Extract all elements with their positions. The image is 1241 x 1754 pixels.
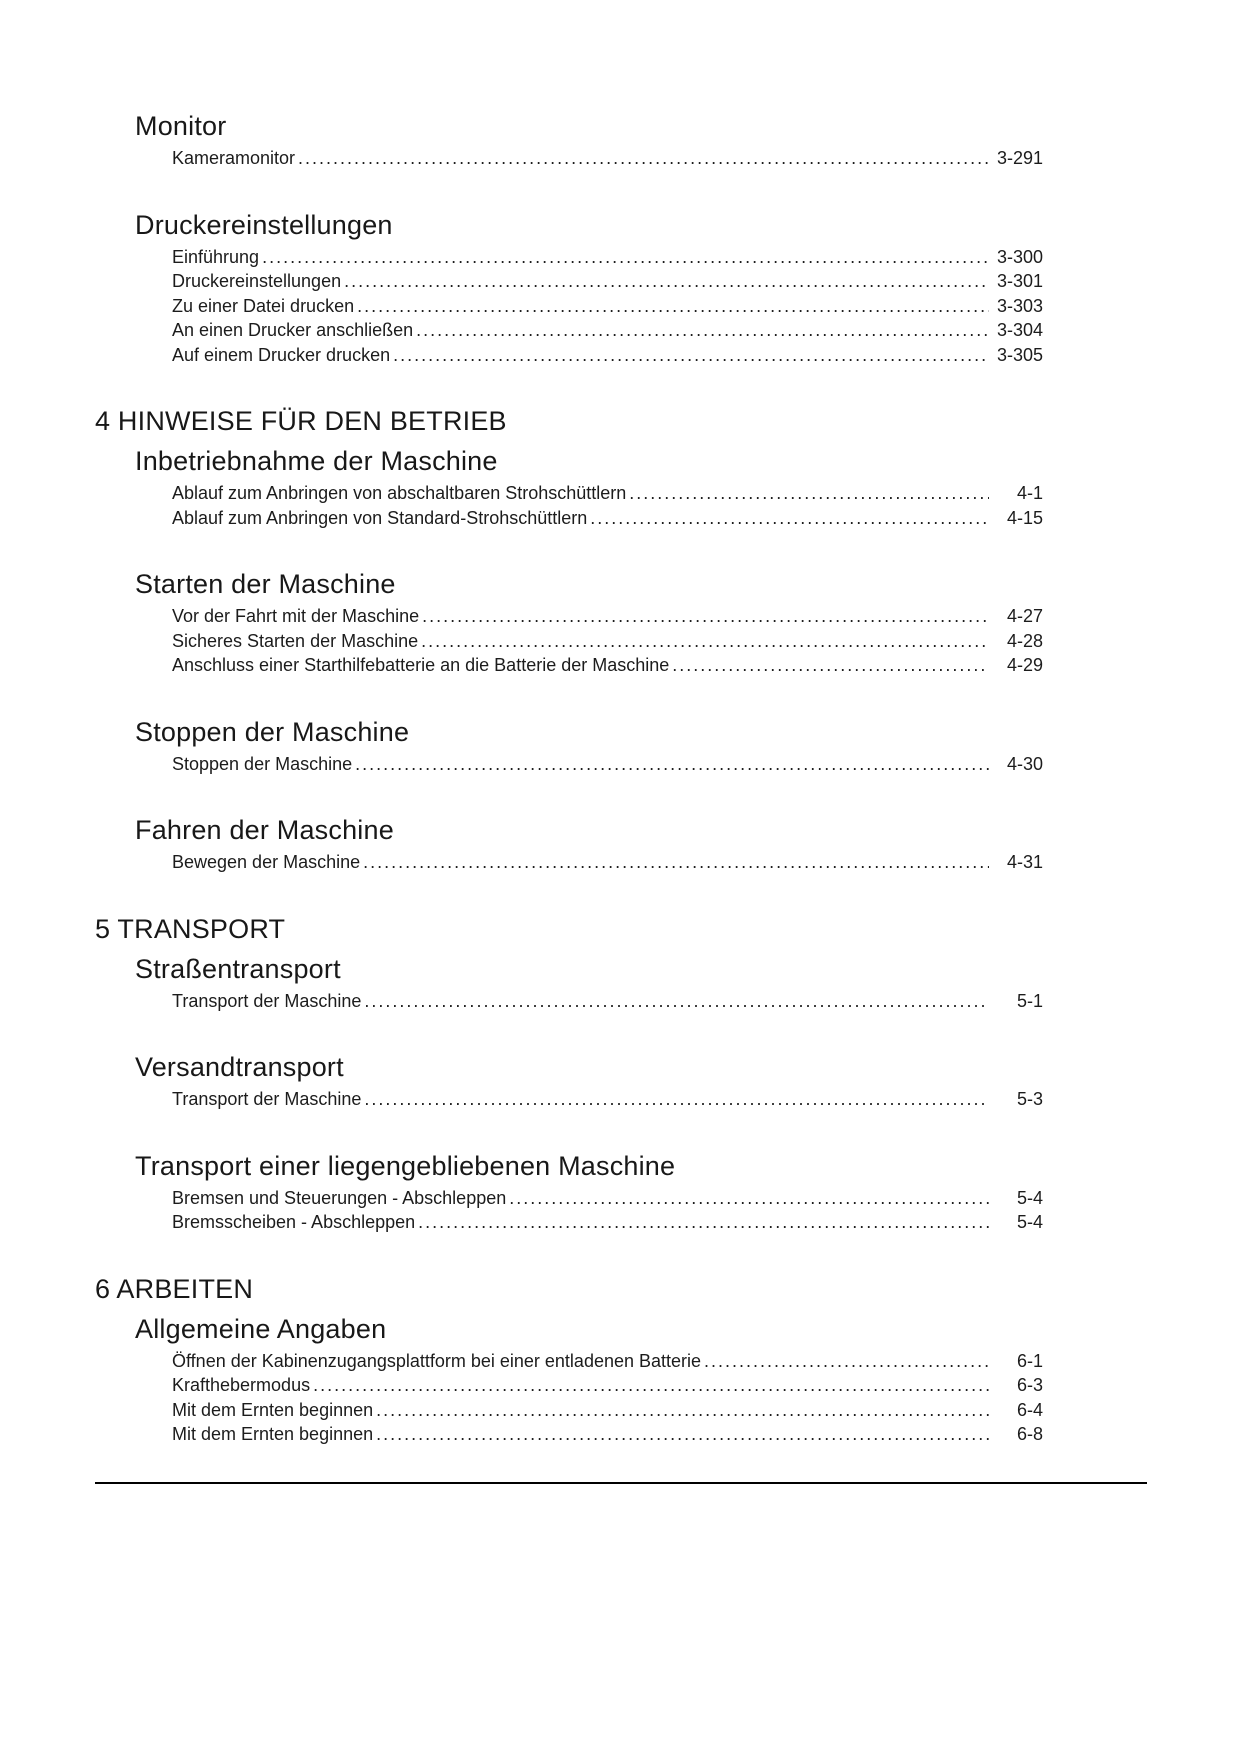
dot-leader: [704, 1349, 989, 1374]
toc-entry-row[interactable]: [172, 752, 1043, 777]
toc-entry-row[interactable]: [172, 1186, 1043, 1211]
entry-title: Krafthebermodus: [172, 1375, 311, 1395]
section-heading: Versandtransport: [135, 1052, 344, 1082]
toc-entry-row[interactable]: [172, 343, 1043, 368]
entry-title: Auf einem Drucker drucken: [172, 344, 391, 365]
entry-list: [172, 850, 1043, 875]
entry-list: [172, 245, 1043, 368]
entry-page-number: 6-1: [1016, 1350, 1043, 1371]
dot-leader: [418, 1210, 989, 1235]
dot-leader: [344, 269, 989, 294]
entry-page-number: 3-305: [996, 344, 1043, 365]
toc-entry-row[interactable]: [172, 506, 1043, 531]
entry-list: [172, 752, 1043, 777]
dot-leader: [364, 1087, 989, 1112]
entry-page-number: 5-4: [1016, 1187, 1043, 1208]
chapter-heading: 4 HINWEISE FÜR DEN BETRIEB: [95, 406, 507, 436]
entry-title: Kameramonitor: [172, 148, 296, 168]
toc-section: [0, 814, 1241, 875]
entry-title: Zu einer Datei drucken: [172, 295, 355, 316]
entry-title: Bremsscheiben - Abschleppen: [172, 1212, 416, 1232]
entry-title: Sicheres Starten der Maschine: [172, 630, 419, 651]
toc-section: [0, 716, 1241, 777]
toc-content: [0, 110, 1241, 1447]
entry-list: [172, 604, 1043, 678]
dot-leader: [262, 245, 989, 270]
entry-title: Mit dem Ernten beginnen: [172, 1424, 374, 1444]
entry-page-number: 4-27: [1006, 606, 1043, 626]
entry-title: Anschluss einer Starthilfebatterie an die Batterie der Maschine: [172, 655, 670, 675]
entry-title: An einen Drucker anschließen: [172, 320, 414, 340]
toc-entry-row[interactable]: [172, 629, 1043, 654]
entry-page-number: 6-8: [1016, 1424, 1043, 1444]
toc-entry-row[interactable]: [172, 1087, 1043, 1112]
chapter-heading: 6 ARBEITEN: [95, 1273, 254, 1304]
toc-section: [0, 110, 1241, 171]
section-heading: Monitor: [135, 111, 227, 141]
dot-leader: [357, 294, 989, 319]
toc-entry-row[interactable]: [172, 245, 1043, 270]
toc-page: [0, 110, 1241, 1447]
section-heading: Fahren der Maschine: [135, 815, 394, 845]
toc-entry-row[interactable]: [172, 1398, 1043, 1423]
entry-list: [172, 1186, 1043, 1235]
dot-leader: [590, 506, 989, 531]
dot-leader: [509, 1186, 989, 1211]
toc-entry-row[interactable]: [172, 146, 1043, 171]
entry-title: Mit dem Ernten beginnen: [172, 1399, 374, 1420]
toc-entry-row[interactable]: [172, 850, 1043, 875]
dot-leader: [422, 604, 989, 629]
entry-list: [172, 989, 1043, 1014]
section-heading: Transport einer liegengebliebenen Maschine: [135, 1150, 676, 1181]
toc-entry-row[interactable]: [172, 1349, 1043, 1374]
entry-title: Einführung: [172, 246, 260, 267]
entry-page-number: 6-4: [1016, 1399, 1043, 1420]
entry-title: Vor der Fahrt mit der Maschine: [172, 606, 420, 626]
dot-leader: [421, 629, 989, 654]
entry-title: Bremsen und Steuerungen - Abschleppen: [172, 1187, 507, 1208]
toc-section: [0, 1313, 1241, 1447]
toc-section: [0, 1150, 1241, 1235]
toc-entry-row[interactable]: [172, 318, 1043, 343]
section-heading: Stoppen der Maschine: [135, 716, 410, 747]
dot-leader: [355, 752, 989, 777]
entry-page-number: 5-1: [1016, 990, 1043, 1011]
entry-list: [172, 1087, 1043, 1112]
entry-title: Druckereinstellungen: [172, 271, 342, 291]
dot-leader: [416, 318, 989, 343]
toc-entry-row[interactable]: [172, 1373, 1043, 1398]
dot-leader: [393, 343, 989, 368]
toc-section: [0, 445, 1241, 530]
entry-title: Bewegen der Maschine: [172, 852, 361, 872]
entry-title: Öffnen der Kabinenzugangsplattform bei einer entladenen Batterie: [172, 1350, 702, 1371]
entry-page-number: 4-15: [1006, 507, 1043, 528]
entry-page-number: 5-3: [1016, 1089, 1043, 1109]
entry-page-number: 3-303: [996, 295, 1043, 316]
entry-title: Ablauf zum Anbringen von abschaltbaren Strohschüttlern: [172, 483, 627, 503]
entry-list: [172, 146, 1043, 171]
entry-page-number: 4-30: [1006, 753, 1043, 774]
entry-title: Transport der Maschine: [172, 990, 362, 1011]
section-heading: Straßentransport: [135, 953, 341, 984]
dot-leader: [376, 1422, 989, 1447]
chapter-heading: 5 TRANSPORT: [95, 913, 286, 944]
entry-title: Transport der Maschine: [172, 1089, 362, 1109]
entry-page-number: 6-3: [1016, 1375, 1043, 1395]
entry-page-number: 4-31: [1006, 852, 1043, 872]
footer-rule: [95, 1482, 1147, 1484]
toc-entry-row[interactable]: [172, 1422, 1043, 1447]
entry-page-number: 4-1: [1016, 483, 1043, 503]
toc-section: [0, 209, 1241, 368]
toc-section: [0, 1051, 1241, 1112]
entry-page-number: 5-4: [1016, 1212, 1043, 1232]
toc-entry-row[interactable]: [172, 269, 1043, 294]
entry-page-number: 4-28: [1006, 630, 1043, 651]
toc-entry-row[interactable]: [172, 1210, 1043, 1235]
toc-entry-row[interactable]: [172, 294, 1043, 319]
dot-leader: [363, 850, 989, 875]
entry-page-number: 3-291: [996, 148, 1043, 168]
dot-leader: [313, 1373, 989, 1398]
toc-section: [0, 568, 1241, 678]
section-heading: Starten der Maschine: [135, 569, 396, 599]
toc-entry-row[interactable]: [172, 989, 1043, 1014]
toc-entry-row[interactable]: [172, 653, 1043, 678]
toc-entry-row[interactable]: [172, 604, 1043, 629]
entry-title: Ablauf zum Anbringen von Standard-Strohschüttlern: [172, 507, 588, 528]
section-heading: Allgemeine Angaben: [135, 1313, 387, 1344]
section-heading: Druckereinstellungen: [135, 209, 393, 240]
toc-entry-row[interactable]: [172, 481, 1043, 506]
entry-list: [172, 1349, 1043, 1447]
entry-list: [172, 481, 1043, 530]
section-heading: Inbetriebnahme der Maschine: [135, 446, 498, 476]
dot-leader: [364, 989, 989, 1014]
dot-leader: [376, 1398, 989, 1423]
dot-leader: [672, 653, 989, 678]
toc-section: [0, 953, 1241, 1014]
dot-leader: [629, 481, 989, 506]
entry-page-number: 3-300: [996, 246, 1043, 267]
entry-title: Stoppen der Maschine: [172, 753, 353, 774]
entry-page-number: 3-301: [996, 271, 1043, 291]
dot-leader: [298, 146, 989, 171]
entry-page-number: 4-29: [1006, 655, 1043, 675]
entry-page-number: 3-304: [996, 320, 1043, 340]
